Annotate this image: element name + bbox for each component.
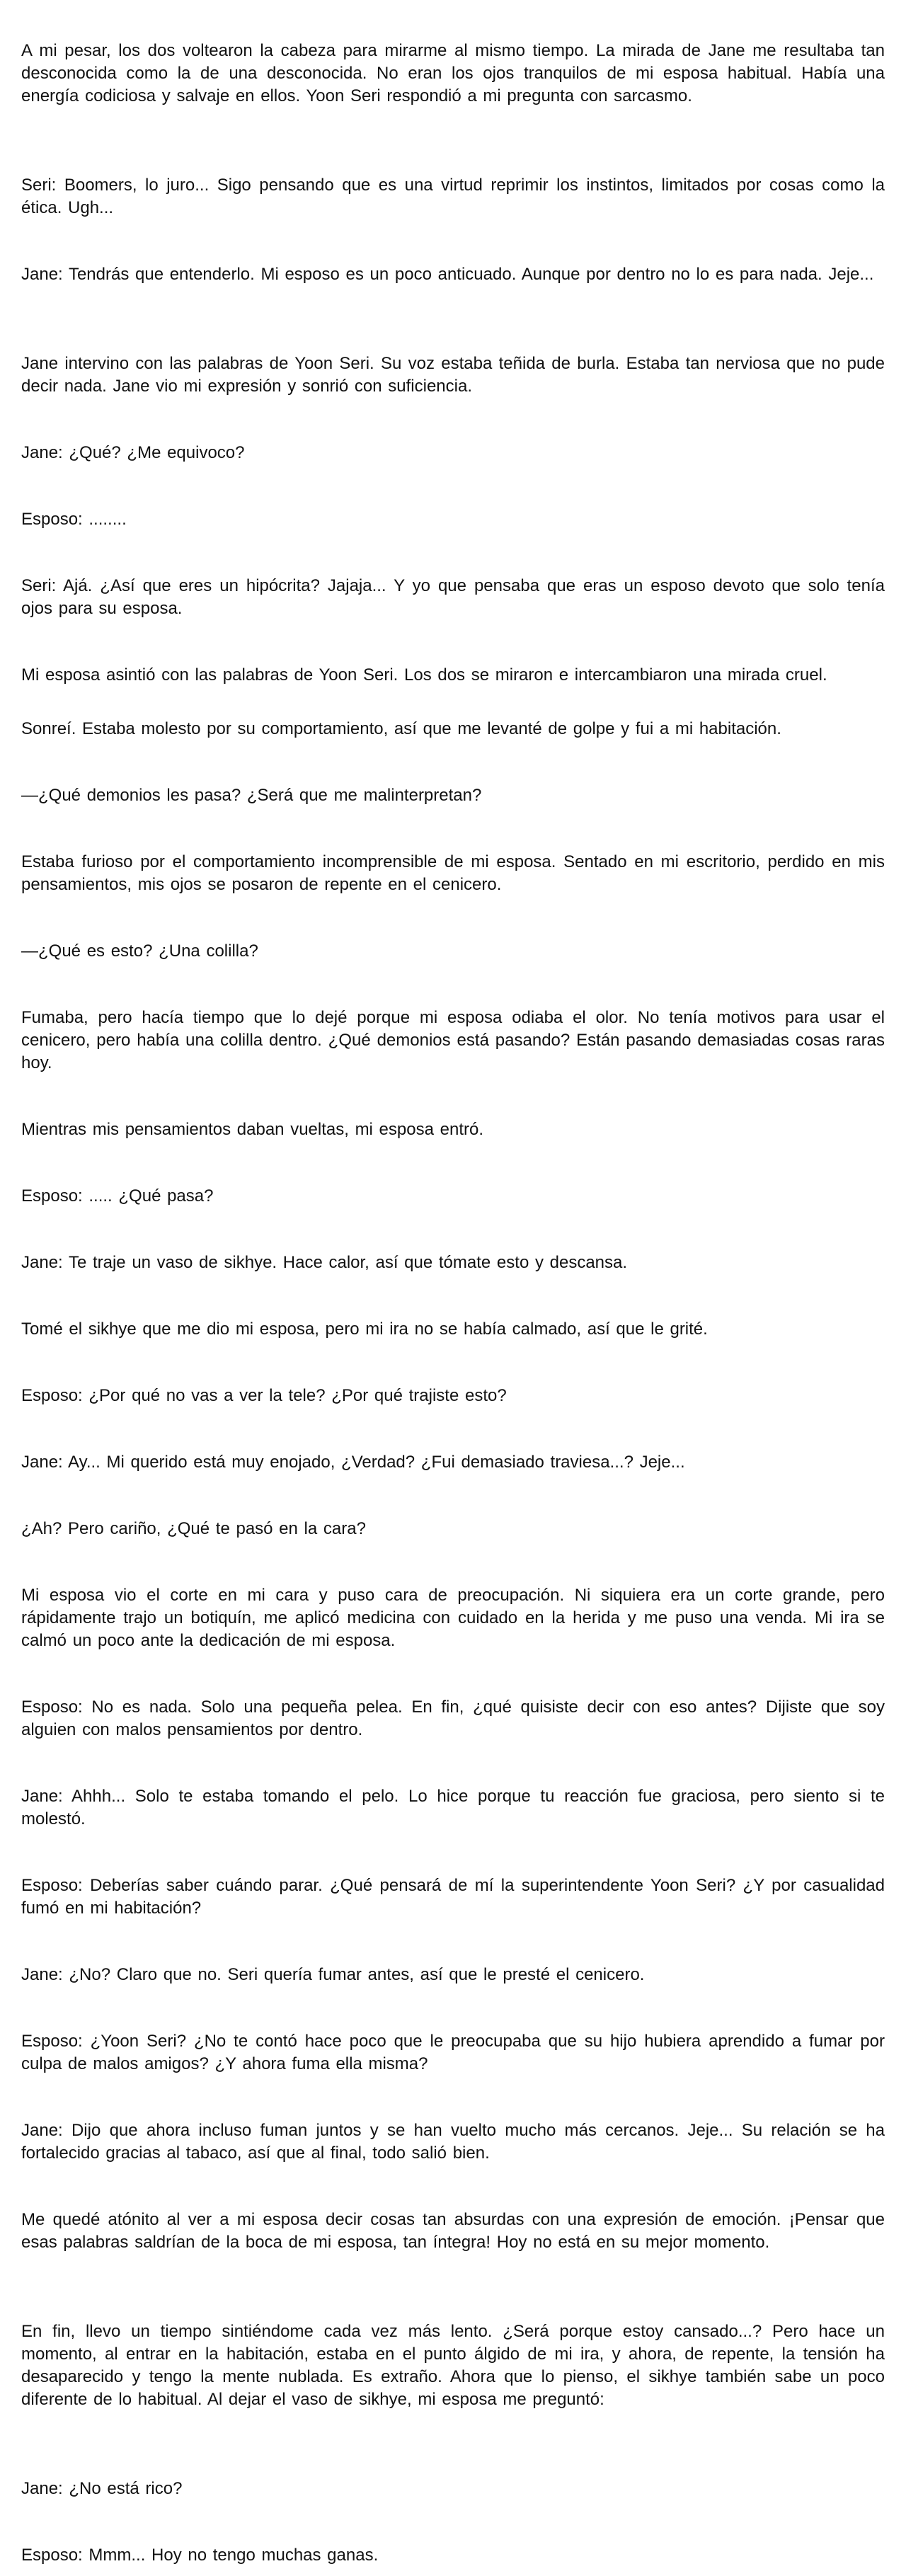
- story-paragraph: Mientras mis pensamientos daban vueltas, mi esposa entró.: [21, 1120, 483, 1139]
- story-paragraph: Jane: Tendrás que entenderlo. Mi esposo es un poco anticuado. Aunque por dentro no lo es para nada. Jeje...: [21, 265, 874, 284]
- story-paragraph: Seri: Ajá. ¿Así que eres un hipócrita? Jajaja... Y yo que pensaba que eras un esposo devoto que solo tenía ojos para su esposa.: [21, 576, 885, 618]
- story-paragraph: Mi esposa asintió con las palabras de Yoon Seri. Los dos se miraron e intercambiaron una mirada cruel.: [21, 665, 827, 685]
- story-paragraph: A mi pesar, los dos voltearon la cabeza para mirarme al mismo tiempo. La mirada de Jane me resultaba tan desconocida como la de una desconocida. No eran los ojos tranquilos de mi esposa habitual. Había una energía codiciosa y salvaje en ellos. Yoon Seri respondió a mi pregunta con sarcasmo.: [21, 41, 885, 105]
- story-paragraph: Jane: ¿Qué? ¿Me equivoco?: [21, 443, 245, 462]
- story-paragraph: Esposo: ¿Por qué no vas a ver la tele? ¿Por qué trajiste esto?: [21, 1386, 507, 1405]
- story-paragraph: Esposo: ¿Yoon Seri? ¿No te contó hace poco que le preocupaba que su hijo hubiera aprendido a fumar por culpa de malos amigos? ¿Y ahora fuma ella misma?: [21, 2032, 885, 2073]
- story-paragraph: Jane intervino con las palabras de Yoon Seri. Su voz estaba teñida de burla. Estaba tan nerviosa que no pude decir nada. Jane vio mi expresión y sonrió con suficiencia.: [21, 354, 885, 396]
- story-paragraph: Jane: Ahhh... Solo te estaba tomando el pelo. Lo hice porque tu reacción fue graciosa, pero siento si te molestó.: [21, 1787, 885, 1828]
- story-paragraph: Fumaba, pero hacía tiempo que lo dejé porque mi esposa odiaba el olor. No tenía motivos para usar el cenicero, pero había una colilla dentro. ¿Qué demonios está pasando? Están pasando demasiadas cosas raras hoy.: [21, 1008, 885, 1072]
- story-paragraph: —¿Qué es esto? ¿Una colilla?: [21, 941, 258, 961]
- story-paragraph: Esposo: Mmm... Hoy no tengo muchas ganas.: [21, 2546, 379, 2565]
- story-paragraph: Seri: Boomers, lo juro... Sigo pensando que es una virtud reprimir los instintos, limitados por cosas como la ética. Ugh...: [21, 176, 885, 217]
- story-paragraph: Tomé el sikhye que me dio mi esposa, pero mi ira no se había calmado, así que le grité.: [21, 1320, 708, 1339]
- story-paragraph: Estaba furioso por el comportamiento incomprensible de mi esposa. Sentado en mi escritorio, perdido en mis pensamientos, mis ojos se posaron de repente en el cenicero.: [21, 852, 885, 894]
- story-paragraph: —¿Qué demonios les pasa? ¿Será que me malinterpretan?: [21, 786, 482, 805]
- story-paragraph: Mi esposa vio el corte en mi cara y puso cara de preocupación. Ni siquiera era un corte grande, pero rápidamente trajo un botiquín, me aplicó medicina con cuidado en la herida y me puso una venda. Mi ira se calmó un poco ante la dedicación de mi esposa.: [21, 1586, 885, 1650]
- story-paragraph: Jane: ¿No está rico?: [21, 2479, 183, 2498]
- story-paragraph: Esposo: No es nada. Solo una pequeña pelea. En fin, ¿qué quisiste decir con eso antes? Dijiste que soy alguien con malos pensamientos por dentro.: [21, 1698, 885, 1739]
- story-paragraph: Jane: ¿No? Claro que no. Seri quería fumar antes, así que le presté el cenicero.: [21, 1965, 645, 1984]
- story-paragraph: Esposo: ........: [21, 510, 127, 529]
- story-paragraph: Jane: Te traje un vaso de sikhye. Hace calor, así que tómate esto y descansa.: [21, 1253, 628, 1272]
- story-paragraph: ¿Ah? Pero cariño, ¿Qué te pasó en la cara?: [21, 1519, 366, 1538]
- story-paragraph: Jane: Ay... Mi querido está muy enojado, ¿Verdad? ¿Fui demasiado traviesa...? Jeje...: [21, 1453, 685, 1472]
- story-paragraph: Jane: Dijo que ahora incluso fuman juntos y se han vuelto mucho más cercanos. Jeje... Su relación se ha fortalecido gracias al tabaco, así que al final, todo salió bien.: [21, 2121, 885, 2163]
- story-paragraph: Sonreí. Estaba molesto por su comportamiento, así que me levanté de golpe y fui a mi habitación.: [21, 719, 781, 738]
- story-paragraph: En fin, llevo un tiempo sintiéndome cada vez más lento. ¿Será porque estoy cansado...? Pero hace un momento, al entrar en la habitación, estaba en el punto álgido de mi ira, y ahora, de repente, la tensión ha desaparecido y tengo la mente nublada. Es extraño. Ahora que lo pienso, el sikhye también sabe un poco diferente de lo habitual. Al dejar el vaso de sikhye, mi esposa me preguntó:: [21, 2322, 885, 2409]
- story-paragraph: Me quedé atónito al ver a mi esposa decir cosas tan absurdas con una expresión de emoción. ¡Pensar que esas palabras saldrían de la boca de mi esposa, tan íntegra! Hoy no está en su mejor momento.: [21, 2210, 885, 2252]
- story-paragraph: Esposo: Deberías saber cuándo parar. ¿Qué pensará de mí la superintendente Yoon Seri? ¿Y por casualidad fumó en mi habitación?: [21, 1876, 885, 1918]
- story-paragraph: Esposo: ..... ¿Qué pasa?: [21, 1186, 214, 1206]
